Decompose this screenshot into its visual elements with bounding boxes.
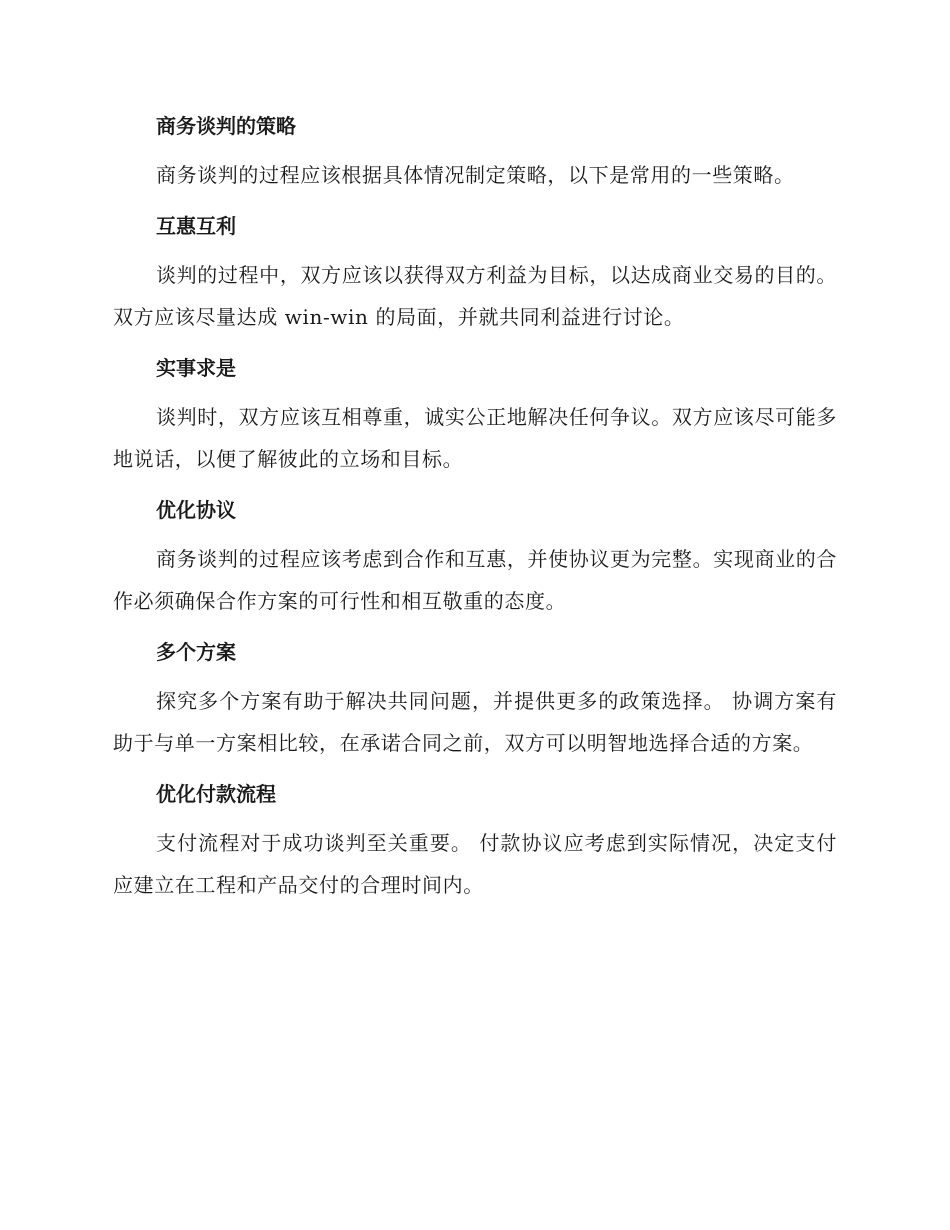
section-heading: 实事求是	[156, 356, 236, 380]
section-seek-truth	[113, 352, 837, 480]
section-paragraph: 谈判时，双方应该互相尊重，诚实公正地解决任何争议。双方应该尽可能多地说话，以便了解彼此的立场和目标。	[113, 405, 837, 471]
section-intro	[113, 110, 837, 196]
section-heading: 优化协议	[156, 498, 236, 522]
section-heading: 多个方案	[156, 640, 236, 664]
section-paragraph: 商务谈判的过程应该考虑到合作和互惠，并使协议更为完整。实现商业的合作必须确保合作方案的可行性和相互敬重的态度。	[113, 547, 837, 613]
section-payment-process	[113, 778, 837, 906]
section-mutual-benefit	[113, 210, 837, 338]
document-page	[113, 110, 837, 920]
section-heading: 优化付款流程	[156, 782, 276, 806]
section-heading: 互惠互利	[156, 214, 236, 238]
section-paragraph: 支付流程对于成功谈判至关重要。 付款协议应考虑到实际情况，决定支付应建立在工程和产品交付的合理时间内。	[113, 831, 837, 897]
section-paragraph: 探究多个方案有助于解决共同问题，并提供更多的政策选择。 协调方案有助于与单一方案相比较，在承诺合同之前，双方可以明智地选择合适的方案。	[113, 689, 837, 755]
document-title: 商务谈判的策略	[156, 114, 296, 138]
section-paragraph: 谈判的过程中，双方应该以获得双方利益为目标，以达成商业交易的目的。双方应该尽量达成 win-win 的局面，并就共同利益进行讨论。	[113, 263, 837, 329]
section-multiple-plans	[113, 636, 837, 764]
section-optimize-agreement	[113, 494, 837, 622]
intro-paragraph: 商务谈判的过程应该根据具体情况制定策略，以下是常用的一些策略。	[156, 163, 795, 187]
